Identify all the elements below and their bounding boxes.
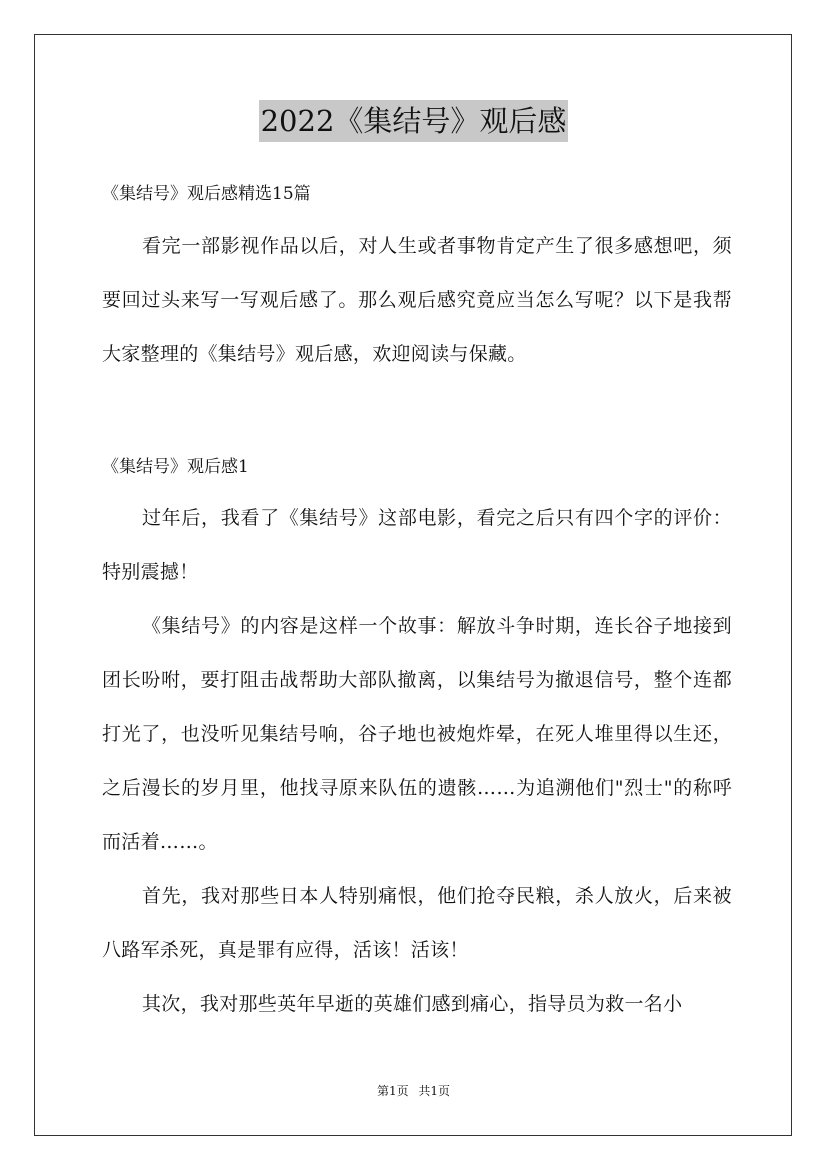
body-paragraph-2: 《集结号》的内容是这样一个故事：解放斗争时期，连长谷子地接到团长吩咐，要打阻击战帮助大部队撤离，以集结号为撤退信号，整个连都打光了，也没听见集结号响，谷子地也被炮炸晕，在死人堆里得以生还，之后漫长的岁月里，他找寻原来队伍的遗骸……为追溯他们"烈士"的称呼而活着……。 — [102, 615, 732, 853]
body-paragraph-3: 首先，我对那些日本人特别痛恨，他们抢夺民粮，杀人放火，后来被八路军杀死，真是罪有应得，活该！活该！ — [102, 885, 732, 961]
page-footer — [0, 1083, 827, 1099]
page-number-total: 共1页 — [418, 1084, 451, 1098]
title-container — [0, 100, 827, 142]
document-title: 2022《集结号》观后感 — [259, 100, 569, 142]
body-paragraph-4: 其次，我对那些英年早逝的英雄们感到痛心，指导员为救一名小 — [142, 993, 683, 1015]
intro-paragraph: 看完一部影视作品以后，对人生或者事物肯定产生了很多感想吧，须要回过头来写一写观后感了。那么观后感究竟应当怎么写呢？以下是我帮大家整理的《集结号》观后感，欢迎阅读与保藏。 — [102, 235, 732, 365]
body-paragraph-1: 过年后，我看了《集结号》这部电影，看完之后只有四个字的评价：特别震撼！ — [102, 507, 732, 583]
intro-heading: 《集结号》观后感精选15篇 — [102, 184, 311, 204]
page-number-current: 第1页 — [376, 1084, 409, 1098]
section-heading: 《集结号》观后感1 — [102, 457, 249, 477]
